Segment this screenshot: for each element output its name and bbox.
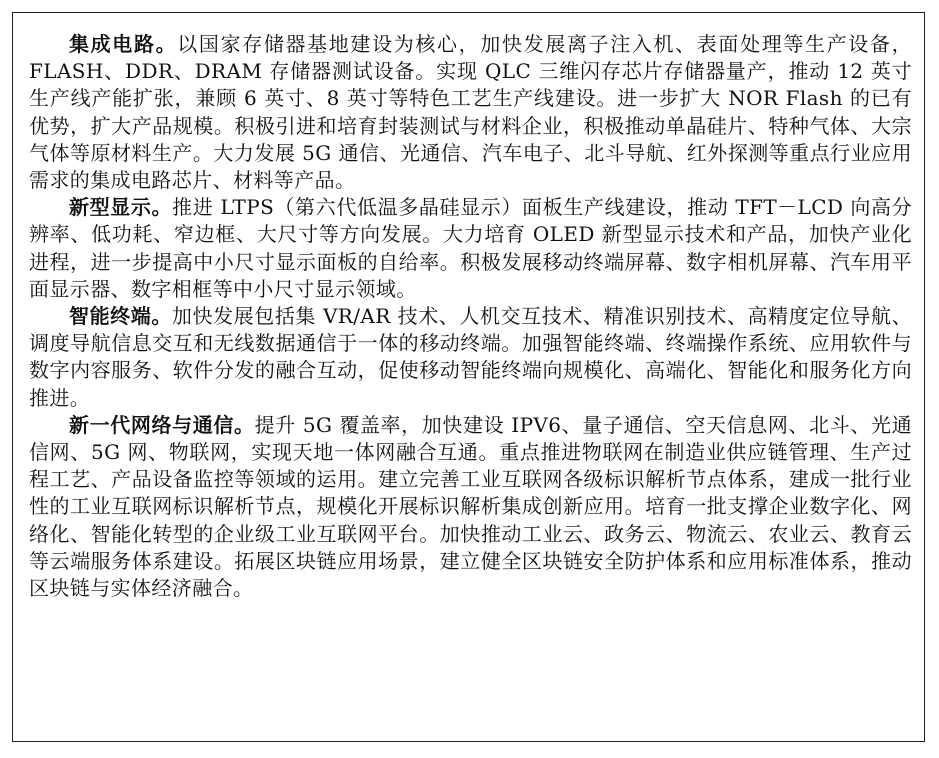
section-heading: 新一代网络与通信。 xyxy=(69,412,255,437)
section-body: 推进 LTPS（第六代低温多晶硅显示）面板生产线建设，推动 TFT－LCD 向高分辨率、低功耗、窄边框、大尺寸等方向发展。大力培育 OLED 新型显示技术和产品，加快产业化进程，进一步提高中小尺寸显示面板的自给率。积极发展移动终端屏幕、数字相机屏幕、汽车用平面显示器、数字相框等中小尺寸显示领域。 xyxy=(29,195,912,301)
text-box xyxy=(12,12,925,742)
section-next-gen-network xyxy=(29,412,912,602)
section-body: 加快发展包括集 VR/AR 技术、人机交互技术、精准识别技术、高精度定位导航、调度导航信息交互和无线数据通信于一体的移动终端。加强智能终端、终端操作系统、应用软件与数字内容服务、软件分发的融合互动，促使移动智能终端向规模化、高端化、智能化和服务化方向推进。 xyxy=(29,304,913,410)
section-heading: 智能终端。 xyxy=(69,304,172,329)
section-heading: 新型显示。 xyxy=(69,195,173,220)
section-new-display xyxy=(29,194,912,303)
section-integrated-circuits xyxy=(29,31,912,194)
section-smart-terminals xyxy=(29,303,912,412)
section-body: 提升 5G 覆盖率，加快建设 IPV6、量子通信、空天信息网、北斗、光通信网、5G 网、物联网，实现天地一体网融合互通。重点推进物联网在制造业供应链管理、生产过程工艺、产品设备监控等领域的运用。建立完善工业互联网各级标识解析节点体系，建成一批行业性的工业互联网标识解析节点，规模化开展标识解析集成创新应用。培育一批支撑企业数字化、网络化、智能化转型的企业级工业互联网平台。加快推动工业云、政务云、物流云、农业云、教育云等云端服务体系建设。拓展区块链应用场景，建立健全区块链安全防护体系和应用标准体系，推动区块链与实体经济融合。 xyxy=(29,412,912,601)
section-heading: 集成电路。 xyxy=(69,32,178,56)
section-body: 以国家存储器基地建设为核心，加快发展离子注入机、表面处理等生产设备，FLASH、DDR、DRAM 存储器测试设备。实现 QLC 三维闪存芯片存储器量产，推动 12 英寸生产线产能扩张，兼顾 6 英寸、8 英寸等特色工艺生产线建设。进一步扩大 NOR Flash 的已有优势，扩大产品规模。积极引进和培育封装测试与材料企业，积极推动单晶硅片、特种气体、大宗气体等原材料生产。大力发展 5G 通信、光通信、汽车电子、北斗导航、红外探测等重点行业应用需求的集成电路芯片、材料等产品。 xyxy=(29,32,913,193)
